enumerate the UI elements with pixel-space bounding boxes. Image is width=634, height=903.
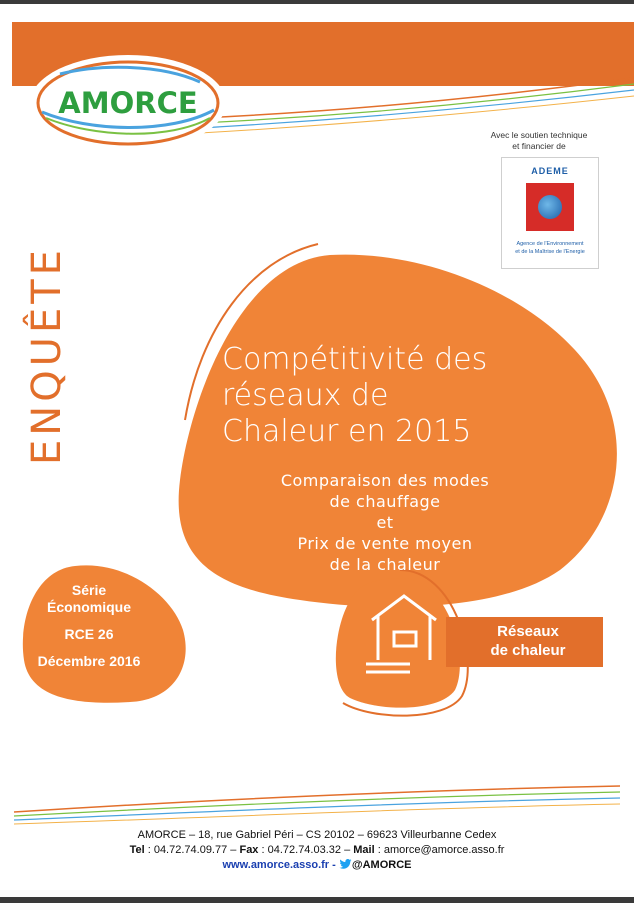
series-ref: RCE 26 <box>64 626 114 642</box>
ademe-emblem <box>526 183 574 231</box>
footer <box>0 828 634 873</box>
enquete-side-label: ENQUÊTE <box>24 246 70 465</box>
website-link[interactable]: www.amorce.asso.fr <box>222 859 330 871</box>
footer-contact: Tel : 04.72.74.09.77 – Fax : 04.72.74.03.32 – Mail : amorce@amorce.asso.fr <box>129 844 505 856</box>
document-subtitle: Comparaison des modes de chauffage et Prix de vente moyen de la chaleur <box>280 471 490 574</box>
document-title: Compétitivité des réseaux de Chaleur en 2015 <box>222 342 488 449</box>
footer-links: www.amorce.asso.fr - @AMORCE <box>222 859 412 871</box>
ademe-logo <box>501 157 599 269</box>
bottom-border <box>0 897 634 903</box>
twitter-handle[interactable]: @AMORCE <box>351 859 412 871</box>
ademe-name: ADEME <box>531 166 569 176</box>
reseaux-badge: Réseaux de chaleur <box>490 623 566 659</box>
twitter-icon <box>339 859 352 869</box>
series-date: Décembre 2016 <box>37 653 141 669</box>
ademe-description: Agence de l'Environnement et de la Maîtrise de l'Energie <box>515 241 585 255</box>
support-text: Avec le soutien technique et financier de <box>490 130 588 151</box>
series-info: Série Économique RCE 26 Décembre 2016 <box>22 582 156 670</box>
amorce-logo: AMORCE <box>58 86 198 120</box>
globe-icon <box>538 195 562 219</box>
footer-address: AMORCE – 18, rue Gabriel Péri – CS 20102 – 69623 Villeurbanne Cedex <box>137 829 497 841</box>
